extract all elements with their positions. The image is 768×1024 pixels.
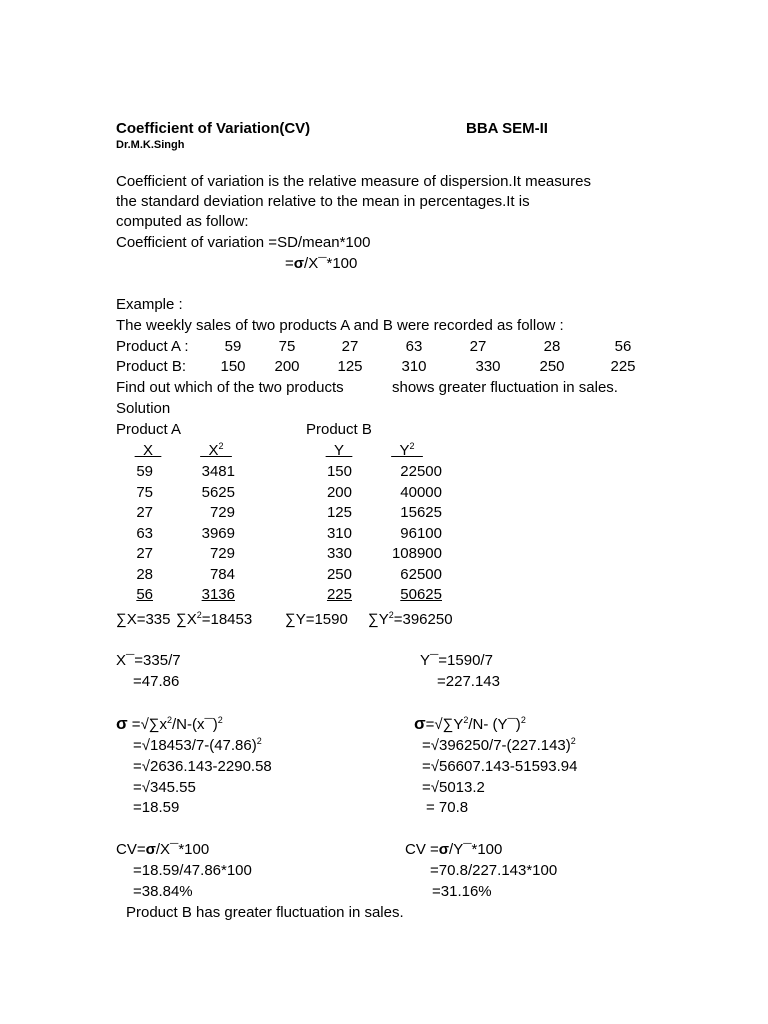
sum-y: ∑Y=1590 xyxy=(285,611,348,628)
cell-y-squared: 15625 xyxy=(400,504,442,521)
sd-b-line-5: = 70.8 xyxy=(426,799,469,816)
cell-x-squared: 3481 xyxy=(201,463,235,480)
cell-y-squared: 50625 xyxy=(400,586,442,603)
cell-y-squared: 40000 xyxy=(400,483,442,501)
product-b-value: 125 xyxy=(337,358,363,375)
cell-y: 250 xyxy=(326,565,352,583)
cell-x: 63 xyxy=(136,524,153,542)
solution-heading: Solution xyxy=(116,400,171,417)
product-b-value: 150 xyxy=(220,358,246,375)
product-b-value: 200 xyxy=(274,358,300,375)
cell-y: 330 xyxy=(326,545,352,562)
column-header-x: X xyxy=(142,442,153,459)
product-a-value: 28 xyxy=(543,338,561,355)
sum-x-squared: $\sum X^2=18453$ xyxy=(176,610,253,628)
sd-a-line-2: $=√18453/7-(47.86)^2$ xyxy=(133,736,262,754)
sd-b-line-3: =√56607.143-51593.94 xyxy=(422,758,578,775)
cv-formula-1: Coefficient of variation =SD/mean*100 xyxy=(116,234,371,251)
mean-a-line-2: =47.86 xyxy=(133,673,180,690)
cv-a-line-3: =38.84% xyxy=(133,883,193,900)
conclusion: Product B has greater fluctuation in sales. xyxy=(126,904,404,921)
mean-a-line-1: X¯=335/7 xyxy=(116,652,181,669)
sd-a-line-3: =√2636.143-2290.58 xyxy=(133,758,272,775)
sd-b-line-2: $=√396250/7-(227.143)^2$ xyxy=(422,736,576,754)
example-heading: Example : xyxy=(116,296,183,313)
product-b-value: 310 xyxy=(401,358,427,375)
question-part-2: shows greater fluctuation in sales. xyxy=(392,379,618,396)
document-title: Coefficient of Variation(CV) xyxy=(116,120,311,137)
mean-b-line-2: =227.143 xyxy=(437,673,500,690)
cell-x-squared: 3969 xyxy=(201,524,235,542)
sd-a-line-4: =√345.55 xyxy=(133,779,196,796)
product-a-value: 63 xyxy=(405,338,423,355)
cell-x-squared: 5625 xyxy=(201,483,235,501)
sd-a-line-5: =18.59 xyxy=(133,799,180,816)
cell-y-squared: 62500 xyxy=(400,565,442,583)
cell-x: 27 xyxy=(136,504,153,521)
intro-line-1: Coefficient of variation is the relative measure of dispersion.It measures xyxy=(116,173,591,190)
cell-x: 27 xyxy=(136,545,153,562)
cv-b-line-3: =31.16% xyxy=(432,883,492,900)
product-a-value: 59 xyxy=(224,338,242,355)
sd-a-line-1: $\sigma =√\sum x^2/N-(x¯)^2$ xyxy=(116,714,223,733)
cv-b-line-2: =70.8/227.143*100 xyxy=(430,862,558,879)
product-a-value: 75 xyxy=(278,338,296,355)
cell-x: 28 xyxy=(136,565,153,583)
cell-x-squared: 729 xyxy=(209,504,235,521)
column-header-y-squared: $Y^2$ xyxy=(399,441,415,459)
sd-b-line-1: $\sigma=√\sum Y^2/N-$ (Y¯)$^2$ xyxy=(414,714,526,733)
cell-x: 56 xyxy=(136,586,153,603)
product-a-value: 56 xyxy=(614,338,632,355)
cell-y: 200 xyxy=(326,483,352,501)
product-a-value: 27 xyxy=(341,338,359,355)
cell-y: 310 xyxy=(326,524,352,542)
cv-a-line-2: =18.59/47.86*100 xyxy=(133,862,252,879)
cell-y-squared: 22500 xyxy=(400,463,442,480)
table-product-a-heading: Product A xyxy=(116,421,182,438)
cell-y: 150 xyxy=(326,463,352,480)
sum-x: ∑X=335 xyxy=(116,611,171,628)
course-label: BBA SEM-II xyxy=(466,120,548,137)
cv-a-line-1: CV=σ/X¯*100 xyxy=(116,841,210,858)
table-product-b-heading: Product B xyxy=(306,421,372,438)
intro-line-3: computed as follow: xyxy=(116,213,249,230)
product-b-label: Product B: xyxy=(116,358,187,375)
sum-y-squared: $\sum Y^2=396250$ xyxy=(368,610,453,628)
cv-formula-2: =σ/X¯*100 xyxy=(285,255,358,272)
cell-x-squared: 3136 xyxy=(201,586,235,603)
cell-x-squared: 729 xyxy=(209,545,235,562)
product-b-value: 225 xyxy=(610,358,636,375)
cell-x: 75 xyxy=(136,483,153,501)
cell-y-squared: 108900 xyxy=(391,545,442,562)
cell-y: 225 xyxy=(326,586,352,603)
cell-y: 125 xyxy=(326,504,352,521)
column-header-y: Y xyxy=(333,442,344,459)
intro-line-2: the standard deviation relative to the mean in percentages.It is xyxy=(116,193,530,210)
product-b-value: 250 xyxy=(539,358,565,375)
example-statement: The weekly sales of two products A and B were recorded as follow : xyxy=(116,317,564,334)
column-header-x-squared: $X^2$ xyxy=(208,441,224,459)
author-name: Dr.M.K.Singh xyxy=(116,139,185,151)
product-b-value: 330 xyxy=(475,358,501,375)
cell-x: 59 xyxy=(136,463,153,480)
question-part-1: Find out which of the two products xyxy=(116,379,344,396)
product-a-value: 27 xyxy=(469,338,487,355)
cell-y-squared: 96100 xyxy=(400,524,442,542)
mean-b-line-1: Y¯=1590/7 xyxy=(420,652,493,669)
product-a-label: Product A : xyxy=(116,338,189,355)
cell-x-squared: 784 xyxy=(209,565,235,583)
sd-b-line-4: =√5013.2 xyxy=(422,779,485,796)
cv-b-line-1: CV =σ/Y¯*100 xyxy=(405,841,503,858)
